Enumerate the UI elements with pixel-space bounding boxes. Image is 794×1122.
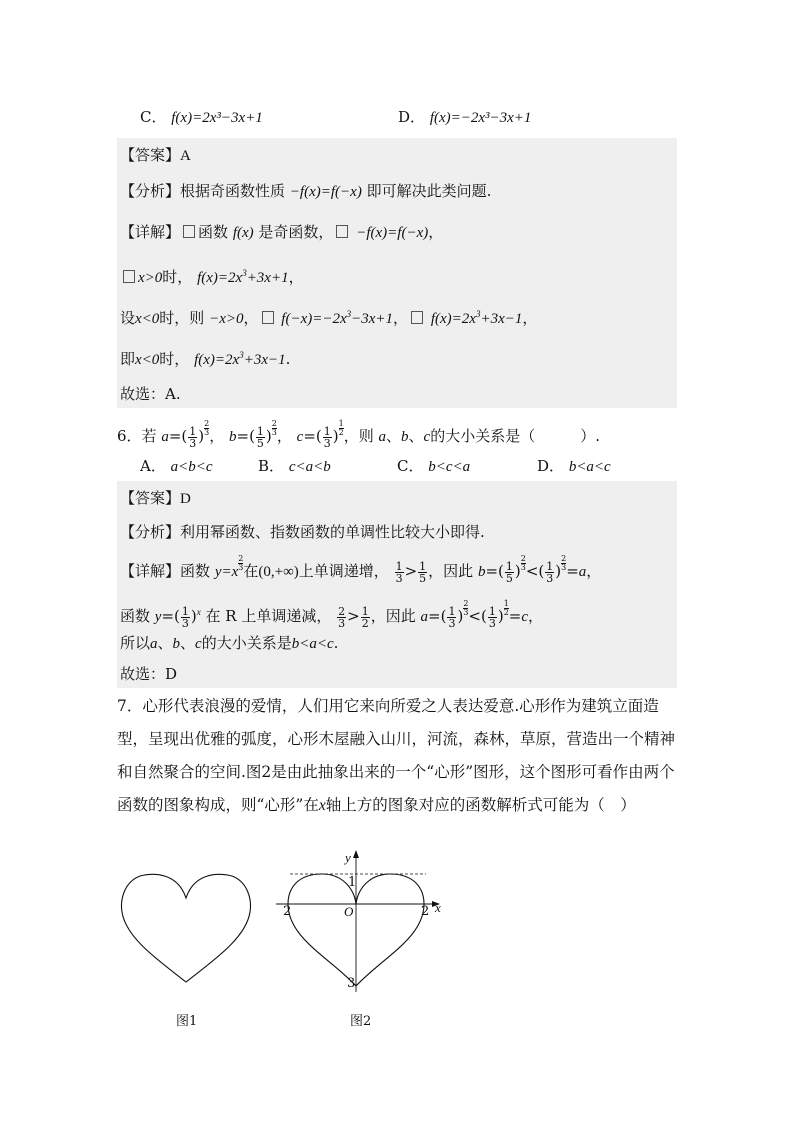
q6-detail-line3: 所以a、b、c的大小关系是b<a<c. xyxy=(120,634,339,652)
fig2-x-label: x xyxy=(435,900,441,915)
detail-text: 时， xyxy=(159,350,190,368)
math-exp-func: y xyxy=(154,609,162,625)
q5-detail-line3: 设x<0时，则 −x>0， $f(-x)=-2x^3-3x+1$， $f(x)=2x^3+3x-1$， xyxy=(120,309,538,327)
stem-text: 若 xyxy=(141,427,157,445)
math-b: b xyxy=(229,429,237,445)
q6-choose: 故选：D xyxy=(120,665,178,683)
math-cond: x<0 xyxy=(135,352,160,368)
math-interval: (0,+∞) xyxy=(258,564,299,580)
math-expr: $f(x)=2x^3+3x+1$ xyxy=(197,268,289,286)
missing-glyph-icon xyxy=(123,270,135,283)
q6-detail-line2: 函数 y=( $\frac{1}{3}$ )$^x$ 在 R 上单调递减， $\frac{2}{3}$ > $\frac{1}{2}$ ，因此 a=( $\frac{1}{3}$ ) $\frac{2}{3}<$( $\frac{1}{3}$ ) $\frac{1}{2}=c$， xyxy=(120,599,544,630)
analysis-label: 【分析】 xyxy=(120,523,181,541)
detail-label: 【详解】 xyxy=(120,223,181,241)
fig2-origin-label: O xyxy=(344,904,354,919)
math-power-func: y=x xyxy=(214,564,239,580)
option-expr: f(x)=2x³−3x+1 xyxy=(171,110,263,126)
detail-text: 函数 xyxy=(180,562,211,580)
detail-text: 上单调递增， xyxy=(298,562,389,580)
option-expr: b<c<a xyxy=(428,459,471,475)
stem-text: 心形代表浪漫的爱情，人们用它来向所爱之人表达爱意.心形作为建筑立面造型，呈现出优雅的弧度，心形木屋融入山川，河流，森林，草原，营造出一个精神和自然聚合的空间.图2是由此抽象出来的一个“心形”图形，这个图形可看作由两个函数的图象构成，则“心形”在 xyxy=(117,697,676,814)
detail-text: 是奇函数， xyxy=(258,223,334,241)
q6-option-a xyxy=(140,456,213,477)
q6-analysis xyxy=(120,522,485,542)
math-expr: $f(-x)=-2x^3-3x+1$ xyxy=(281,309,394,327)
math-odd-property: −f(x)=f(−x) xyxy=(356,225,429,241)
option-expr: a<b<c xyxy=(170,459,213,475)
q5-analysis xyxy=(120,181,491,202)
detail-text: ，因此 xyxy=(370,607,416,625)
figure-2-caption: 图2 xyxy=(350,1014,372,1029)
detail-text: 所以 xyxy=(120,634,151,652)
math-c: c xyxy=(296,429,304,445)
stem-text: ，则 xyxy=(343,427,374,445)
math-a: a xyxy=(161,429,169,445)
math-result: b<a<c xyxy=(291,636,334,652)
math-fx: f(x) xyxy=(232,225,254,241)
detail-text: 函数 xyxy=(120,607,151,625)
detail-text: 时，则 xyxy=(159,309,205,327)
fig2-label-3: 3 xyxy=(347,976,356,991)
option-expr: f(x)=−2x³−3x+1 xyxy=(429,110,532,126)
q6-option-b xyxy=(258,456,331,477)
missing-glyph-icon xyxy=(262,311,274,324)
q5-option-c xyxy=(140,107,263,128)
math-expr: $f(x)=2x^3+3x-1$ xyxy=(430,309,523,327)
q6-answer xyxy=(120,488,191,509)
option-label: D． xyxy=(537,457,565,475)
q6-option-c xyxy=(397,456,470,477)
answer-label: 【答案】 xyxy=(120,489,181,507)
missing-glyph-icon xyxy=(183,225,195,238)
q6-detail-line1: 【详解】函数 y=x $\frac{2}{3}$在(0,+∞)上单调递增， $\frac{1}{3}$ > $\frac{1}{5}$ ，因此 b=( $\frac{1}{5}$ ) $\frac{2}{3}<$( $\frac{1}{3}$ ) $\frac{2}{3}=a$， xyxy=(120,554,602,585)
detail-text: 设 xyxy=(120,309,136,327)
option-label: A． xyxy=(140,457,166,475)
analysis-text-end: 即可解决此类问题. xyxy=(366,182,492,200)
figure-1-caption: 图1 xyxy=(176,1014,198,1029)
analysis-label: 【分析】 xyxy=(120,182,181,200)
option-label: D． xyxy=(398,108,426,126)
q5-answer xyxy=(120,145,191,166)
detail-text: 时， xyxy=(162,268,193,286)
q7-stem xyxy=(117,690,687,822)
option-expr: c<a<b xyxy=(288,459,331,475)
q5-option-d xyxy=(398,107,531,128)
option-expr: b<a<c xyxy=(568,459,611,475)
analysis-expr: −f(x)=f(−x) xyxy=(289,184,362,200)
analysis-text: 根据奇函数性质 xyxy=(180,182,286,200)
y-axis-arrow-icon xyxy=(353,850,359,858)
fig2-label-left-2: 2 xyxy=(283,904,292,919)
fig2-label-right-2: 2 xyxy=(421,904,430,919)
missing-glyph-icon xyxy=(411,311,423,324)
q6-option-d xyxy=(537,456,611,477)
figure-2-heart-graph xyxy=(270,848,450,996)
answer-value: A xyxy=(180,148,191,164)
math-expr: $f(x)=2x^3+3x-1$ xyxy=(194,350,286,368)
q5-detail-line1: 【详解】 函数 f(x) 是奇函数， −f(x)=f(−x)， xyxy=(120,223,444,241)
fig2-y-label: y xyxy=(345,850,351,865)
detail-text: 即 xyxy=(120,350,136,368)
detail-text: ，因此 xyxy=(428,562,474,580)
detail-text: 的大小关系是 xyxy=(201,634,292,652)
detail-label: 【详解】 xyxy=(120,562,181,580)
q5-detail-line2: x>0时， $f(x)=2x^3+3x+1$， xyxy=(120,263,304,288)
q5-choose: 故选：A. xyxy=(120,385,181,403)
missing-glyph-icon xyxy=(336,225,348,238)
math-cond: x<0 xyxy=(135,311,160,327)
q5-detail-line4: 即x<0时， $f(x)=2x^3+3x-1$. xyxy=(120,350,291,368)
question-number: 6． xyxy=(117,427,142,445)
math-cond: −x>0 xyxy=(209,311,244,327)
option-label: C． xyxy=(397,457,424,475)
stem-text-end: 轴上方的图象对应的函数解析式可能为（ ） xyxy=(325,796,636,814)
option-label: C． xyxy=(140,108,167,126)
detail-text: 在 R 上单调递减， xyxy=(205,607,332,625)
q6-stem: 6．若 a=( $\frac{1}{3}$ ) $\frac{2}{3}$， b=( $\frac{1}{5}$ ) $\frac{2}{3}$， c=( $\frac{1}{3}$ ) $\frac{1}{2}$，则 a、b、c的大小关系是（ ）. xyxy=(117,419,600,450)
option-label: B． xyxy=(258,457,285,475)
analysis-text: 利用幂函数、指数函数的单调性比较大小即得. xyxy=(180,523,485,541)
math-cond: x>0 xyxy=(138,270,163,286)
figure-1-heart xyxy=(118,868,254,986)
detail-text: 函数 xyxy=(198,223,229,241)
detail-text: 在 xyxy=(243,562,259,580)
stem-var: x xyxy=(318,797,326,814)
stem-text-end: 的大小关系是（ ）. xyxy=(430,427,600,445)
math-abc: a xyxy=(378,429,386,445)
question-number: 7． xyxy=(117,697,143,715)
answer-value: D xyxy=(180,491,191,507)
answer-label: 【答案】 xyxy=(120,146,181,164)
fig2-label-1: 1 xyxy=(348,875,357,890)
